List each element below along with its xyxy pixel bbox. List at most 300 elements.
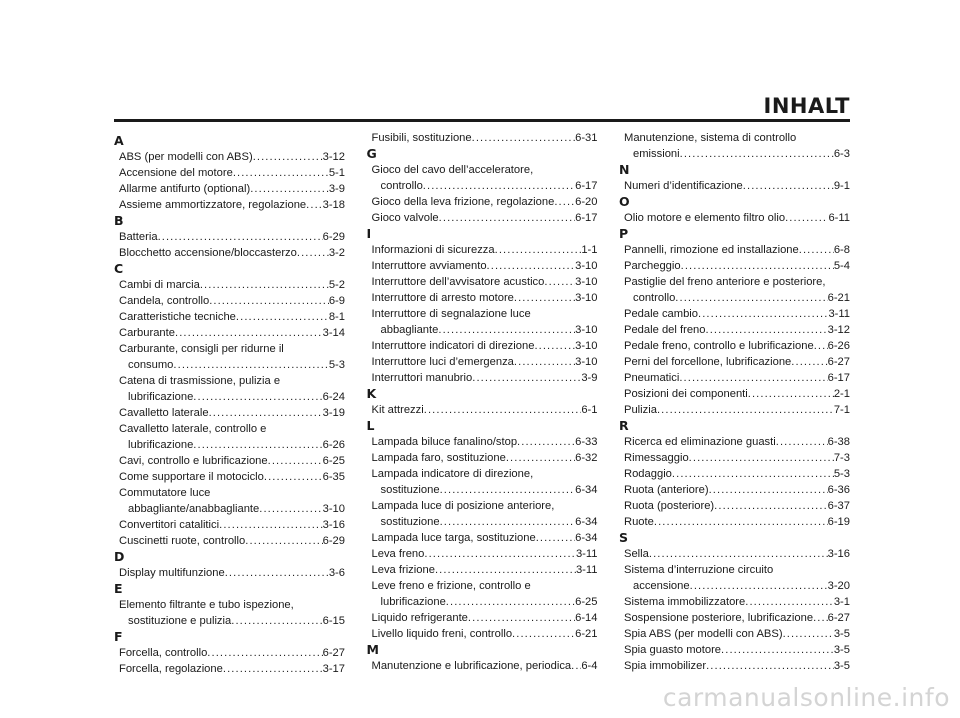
index-entry-text: Lampada luce targa, sostituzione xyxy=(371,532,536,544)
index-entry[interactable] xyxy=(619,338,850,354)
index-entry[interactable] xyxy=(619,210,850,226)
index-entry-continuation xyxy=(372,322,598,338)
index-entry[interactable] xyxy=(619,610,850,626)
index-entry-continuation xyxy=(624,146,850,162)
index-entry-text: lubrificazione xyxy=(128,391,194,403)
dot-leader xyxy=(690,578,828,594)
dot-leader xyxy=(200,277,329,293)
index-entry-page-number: 6-21 xyxy=(575,628,598,640)
index-entry-text: ABS (per modelli con ABS) xyxy=(119,151,253,163)
index-entry-text: sostituzione xyxy=(380,484,440,496)
index-entry-continuation xyxy=(119,437,345,453)
index-entry-page-number: 3-10 xyxy=(575,340,598,352)
index-entry-page-number: 3-10 xyxy=(575,356,598,368)
index-entry-page-number: 6-27 xyxy=(827,612,850,624)
index-entry-text: Ruote xyxy=(624,516,654,528)
index-entry-page-number: 6-24 xyxy=(322,391,345,403)
index-entry-page-number: 3-14 xyxy=(322,327,345,339)
index-entry-page-number: 5-2 xyxy=(328,279,345,291)
index-entry[interactable] xyxy=(619,546,850,562)
index-entry-text: Interruttore avviamento xyxy=(371,260,487,272)
index-entry[interactable] xyxy=(114,405,345,421)
index-entry-page-number: 5-4 xyxy=(833,260,850,272)
dot-leader xyxy=(468,610,575,626)
index-entry[interactable] xyxy=(367,274,598,290)
index-entry-text: Cavalletto laterale xyxy=(119,407,209,419)
index-entry-page-number: 6-4 xyxy=(581,660,598,672)
index-entry-text: consumo xyxy=(128,359,174,371)
dot-leader xyxy=(297,245,329,261)
index-entry-text: Ricerca ed eliminazione guasti xyxy=(624,436,776,448)
dot-leader xyxy=(799,242,834,258)
index-entry[interactable] xyxy=(367,610,598,626)
dot-leader xyxy=(173,357,328,373)
index-entry[interactable] xyxy=(114,517,345,533)
index-entry-page-number: 6-19 xyxy=(827,516,850,528)
dot-leader xyxy=(259,501,322,517)
index-entry-line xyxy=(624,242,850,258)
index-entry[interactable] xyxy=(367,306,598,338)
index-entry-page-number: 6-33 xyxy=(575,436,598,448)
index-entry-text: Spia immobilizer xyxy=(624,660,707,672)
index-entry-page-number: 6-29 xyxy=(322,535,345,547)
dot-leader xyxy=(245,533,322,549)
index-entry[interactable] xyxy=(619,514,850,530)
index-entry-line xyxy=(372,466,598,482)
dot-leader xyxy=(264,469,323,485)
index-entry-text: Accensione del motore xyxy=(119,167,233,179)
index-entry-page-number: 3-10 xyxy=(575,324,598,336)
index-entry-page-number: 3-9 xyxy=(328,183,345,195)
index-entry-text: lubrificazione xyxy=(128,439,194,451)
index-entry-page-number: 3-10 xyxy=(322,503,345,515)
index-entry-line xyxy=(119,309,345,325)
index-letter-heading: N xyxy=(619,162,630,177)
index-entry-line xyxy=(624,386,850,402)
dot-leader xyxy=(495,242,582,258)
index-entry-line xyxy=(624,402,850,418)
index-entry-text: Forcella, regolazione xyxy=(119,663,223,675)
index-letter-heading: S xyxy=(619,530,629,545)
index-entry[interactable] xyxy=(367,530,598,546)
dot-leader xyxy=(689,450,834,466)
index-entry-page-number: 3-11 xyxy=(575,564,598,576)
index-entry[interactable] xyxy=(367,498,598,530)
dot-leader xyxy=(158,229,323,245)
index-entry-text: Interruttore dell’avvisatore acustico xyxy=(371,276,545,288)
index-entry-text: Interruttore luci d’emergenza xyxy=(371,356,514,368)
index-entry[interactable] xyxy=(619,466,850,482)
index-entry-line xyxy=(624,642,850,658)
index-entry-text: abbagliante xyxy=(380,324,439,336)
index-entry-page-number: 3-10 xyxy=(575,292,598,304)
index-entry[interactable] xyxy=(367,450,598,466)
dot-leader xyxy=(514,290,575,306)
index-entry[interactable] xyxy=(619,370,850,386)
index-entry[interactable] xyxy=(619,402,850,418)
index-entry-page-number: 3-10 xyxy=(575,260,598,272)
index-entry[interactable] xyxy=(619,306,850,322)
dot-leader xyxy=(814,338,828,354)
index-entry-line xyxy=(372,370,598,386)
index-entry-continuation xyxy=(624,578,850,594)
index-entry-continuation xyxy=(372,514,598,530)
index-entry-page-number: 6-34 xyxy=(575,516,598,528)
index-entry[interactable] xyxy=(114,565,345,581)
index-entry[interactable] xyxy=(619,562,850,594)
dot-leader xyxy=(440,482,576,498)
index-entry-line xyxy=(624,626,850,642)
dot-leader xyxy=(435,562,576,578)
index-entry-text: Convertitori catalitici xyxy=(119,519,220,531)
index-entry[interactable] xyxy=(114,293,345,309)
index-entry-page-number: 3-6 xyxy=(328,567,345,579)
index-entry[interactable] xyxy=(367,194,598,210)
index-entry-continuation xyxy=(119,389,345,405)
index-entry[interactable] xyxy=(114,421,345,453)
index-column-1 xyxy=(114,133,345,677)
index-entry[interactable] xyxy=(619,258,850,274)
index-entry[interactable] xyxy=(619,242,850,258)
dot-leader xyxy=(219,517,322,533)
index-entry-text: Interruttori manubrio xyxy=(371,372,473,384)
index-entry[interactable] xyxy=(619,498,850,514)
index-entry-text: Interruttore di arresto motore xyxy=(371,292,514,304)
index-entry-line xyxy=(372,610,598,626)
index-entry-text: Carburante, consigli per ridurne il xyxy=(119,343,284,355)
index-entry-page-number: 3-1 xyxy=(833,596,850,608)
dot-leader xyxy=(438,322,575,338)
index-entry-text: Leva freno xyxy=(371,548,425,560)
index-entry-page-number: 6-35 xyxy=(322,471,345,483)
index-entry-page-number: 3-11 xyxy=(575,548,598,560)
index-entry[interactable] xyxy=(619,642,850,658)
index-entry[interactable] xyxy=(367,546,598,562)
dot-leader xyxy=(791,354,827,370)
index-entry-text: Sistema d’interruzione circuito xyxy=(624,564,774,576)
index-entry-line xyxy=(624,466,850,482)
index-entry-text: Lampada biluce fanalino/stop xyxy=(371,436,518,448)
index-entry-page-number: 3-18 xyxy=(322,199,345,211)
watermark: carmanualsonline.info xyxy=(662,683,950,712)
index-entry[interactable] xyxy=(367,210,598,226)
index-entry-page-number: 2-1 xyxy=(833,388,850,400)
index-entry-page-number: 6-17 xyxy=(575,180,598,192)
index-entry-line xyxy=(624,130,850,146)
index-entry[interactable] xyxy=(367,258,598,274)
index-entry-page-number: 1-1 xyxy=(581,244,598,256)
dot-leader xyxy=(705,322,827,338)
index-entry-line xyxy=(119,245,345,261)
index-letter-heading: M xyxy=(366,642,379,657)
index-entry[interactable] xyxy=(114,661,345,677)
index-entry-page-number: 9-1 xyxy=(833,180,850,192)
index-letter-heading: D xyxy=(114,549,125,564)
index-entry-text: Liquido refrigerante xyxy=(371,612,468,624)
index-column-3 xyxy=(619,130,850,677)
index-entry-text: Spia guasto motore xyxy=(624,644,722,656)
dot-leader xyxy=(512,626,575,642)
index-entry[interactable] xyxy=(114,149,345,165)
index-entry[interactable] xyxy=(114,309,345,325)
index-entry-line xyxy=(372,338,598,354)
dot-leader xyxy=(654,514,828,530)
index-entry-page-number: 5-3 xyxy=(328,359,345,371)
index-entry-line xyxy=(119,485,345,501)
index-entry[interactable] xyxy=(114,277,345,293)
dot-leader xyxy=(681,258,834,274)
index-entry[interactable] xyxy=(114,453,345,469)
index-entry-page-number: 6-26 xyxy=(322,439,345,451)
index-entry-line xyxy=(624,370,850,386)
index-entry-line xyxy=(624,562,850,578)
dot-leader xyxy=(514,354,575,370)
index-entry-page-number: 6-11 xyxy=(828,212,850,224)
index-entry-text: Pannelli, rimozione ed installazione xyxy=(624,244,799,256)
index-entry-page-number: 6-9 xyxy=(328,295,345,307)
index-entry[interactable] xyxy=(619,434,850,450)
dot-leader xyxy=(672,466,834,482)
index-entry[interactable] xyxy=(619,322,850,338)
index-entry-continuation xyxy=(372,482,598,498)
index-entry-page-number: 3-10 xyxy=(575,276,598,288)
dot-leader xyxy=(424,546,576,562)
index-entry-page-number: 3-12 xyxy=(322,151,345,163)
dot-leader xyxy=(236,309,329,325)
index-entry-text: Fusibili, sostituzione xyxy=(371,132,472,144)
index-entry-line xyxy=(119,597,345,613)
dot-leader xyxy=(536,530,575,546)
index-entry-page-number: 6-37 xyxy=(827,500,850,512)
index-entry-text: Numeri d’identificazione xyxy=(624,180,743,192)
index-entry-text: Interruttore indicatori di direzione xyxy=(371,340,535,352)
index-entry-line xyxy=(372,402,598,418)
dot-leader xyxy=(714,498,827,514)
index-entry-text: emissioni xyxy=(633,148,680,160)
index-entry-line xyxy=(119,469,345,485)
index-entry[interactable] xyxy=(114,245,345,261)
index-entry-line xyxy=(372,434,598,450)
index-entry[interactable] xyxy=(367,130,598,146)
index-letter-heading: I xyxy=(366,226,372,241)
index-entry[interactable] xyxy=(367,434,598,450)
dot-leader xyxy=(785,210,828,226)
index-entry-line xyxy=(372,162,598,178)
index-entry-page-number: 3-9 xyxy=(581,372,598,384)
index-entry[interactable] xyxy=(619,178,850,194)
index-entry[interactable] xyxy=(367,402,598,418)
index-entry-text: Leve freno e frizione, controllo e xyxy=(371,580,531,592)
index-entry-page-number: 6-34 xyxy=(575,532,598,544)
index-entry[interactable] xyxy=(367,658,598,674)
index-entry-text: Kit attrezzi xyxy=(371,404,424,416)
index-entry-page-number: 3-5 xyxy=(833,628,850,640)
index-entry-page-number: 3-20 xyxy=(827,580,850,592)
dot-leader xyxy=(679,370,827,386)
dot-leader xyxy=(253,149,323,165)
index-entry-page-number: 6-21 xyxy=(827,292,850,304)
index-entry-text: Ruota (posteriore) xyxy=(624,500,715,512)
index-entry-line xyxy=(372,274,598,290)
dot-leader xyxy=(745,594,834,610)
index-entry[interactable] xyxy=(619,130,850,162)
index-entry[interactable] xyxy=(114,341,345,373)
index-entry-text: Cavi, controllo e lubrificazione xyxy=(119,455,268,467)
index-entry[interactable] xyxy=(367,626,598,642)
index-entry[interactable] xyxy=(367,338,598,354)
index-entry-text: Candela, controllo xyxy=(119,295,210,307)
index-entry[interactable] xyxy=(114,469,345,485)
index-entry-line xyxy=(624,354,850,370)
dot-leader xyxy=(424,402,582,418)
dot-leader xyxy=(534,338,575,354)
index-entry-text: Gioco della leva frizione, regolazione xyxy=(371,196,555,208)
index-entry-page-number: 6-8 xyxy=(833,244,850,256)
index-entry[interactable] xyxy=(367,162,598,194)
index-entry[interactable] xyxy=(367,354,598,370)
index-entry-page-number: 6-17 xyxy=(827,372,850,384)
index-entry-page-number: 3-17 xyxy=(322,663,345,675)
index-entry-line xyxy=(372,562,598,578)
index-entry-line xyxy=(372,498,598,514)
index-entry-line xyxy=(119,373,345,389)
index-entry[interactable] xyxy=(367,466,598,498)
index-entry-text: Sospensione posteriore, lubrificazione xyxy=(624,612,814,624)
index-entry-text: Gioco valvole xyxy=(371,212,439,224)
index-entry[interactable] xyxy=(367,290,598,306)
index-entry[interactable] xyxy=(367,578,598,610)
index-entry-page-number: 3-5 xyxy=(833,660,850,672)
index-entry-line xyxy=(119,565,345,581)
index-entry[interactable] xyxy=(619,354,850,370)
index-entry-page-number: 6-32 xyxy=(575,452,598,464)
index-entry-line xyxy=(624,482,850,498)
index-entry[interactable] xyxy=(114,165,345,181)
dot-leader xyxy=(554,194,575,210)
index-entry-line xyxy=(372,354,598,370)
dot-leader xyxy=(223,661,323,677)
dot-leader xyxy=(472,130,575,146)
index-entry-continuation xyxy=(624,290,850,306)
index-entry[interactable] xyxy=(619,386,850,402)
index-entry-text: Display multifunzione xyxy=(119,567,225,579)
index-entry-line xyxy=(372,290,598,306)
index-entry-text: Pedale cambio xyxy=(624,308,699,320)
index-entry[interactable] xyxy=(619,658,850,674)
index-entry-line xyxy=(119,645,345,661)
index-entry-text: controllo xyxy=(633,292,676,304)
index-entry-line xyxy=(372,258,598,274)
index-entry[interactable] xyxy=(367,562,598,578)
index-entry-page-number: 3-2 xyxy=(328,247,345,259)
index-entry-line xyxy=(372,450,598,466)
index-entry-line xyxy=(372,194,598,210)
index-entry-text: Gioco del cavo dell’acceleratore, xyxy=(371,164,534,176)
index-entry-line xyxy=(119,181,345,197)
index-entry-text: Batteria xyxy=(119,231,158,243)
index-entry[interactable] xyxy=(114,597,345,629)
dot-leader xyxy=(813,610,828,626)
index-entry-text: Olio motore e elemento filtro olio xyxy=(624,212,786,224)
index-entry[interactable] xyxy=(114,325,345,341)
page-title: INHALT xyxy=(763,94,850,118)
index-entry[interactable] xyxy=(114,645,345,661)
index-entry-line xyxy=(624,274,850,290)
dot-leader xyxy=(193,389,322,405)
index-entry-text: Manutenzione, sistema di controllo xyxy=(624,132,797,144)
index-entry-page-number: 6-27 xyxy=(827,356,850,368)
index-entry-line xyxy=(624,434,850,450)
index-entry-text: Carburante xyxy=(119,327,175,339)
index-entry-text: Lampada faro, sostituzione xyxy=(371,452,506,464)
index-entry[interactable] xyxy=(619,450,850,466)
index-entry[interactable] xyxy=(619,626,850,642)
index-entry-text: Cuscinetti ruote, controllo xyxy=(119,535,246,547)
index-entry-text: Elemento filtrante e tubo ispezione, xyxy=(119,599,294,611)
dot-leader xyxy=(748,386,834,402)
index-entry-text: Pedale del freno xyxy=(624,324,706,336)
index-entry[interactable] xyxy=(114,533,345,549)
index-entry-page-number: 5-3 xyxy=(833,468,850,480)
index-entry-continuation xyxy=(119,613,345,629)
dot-leader xyxy=(783,626,834,642)
index-entry-text: controllo xyxy=(380,180,423,192)
index-entry-text: Commutatore luce xyxy=(119,487,211,499)
index-entry[interactable] xyxy=(367,370,598,386)
index-entry[interactable] xyxy=(114,181,345,197)
index-entry-text: Perni del forcellone, lubrificazione xyxy=(624,356,792,368)
index-entry-page-number: 3-19 xyxy=(322,407,345,419)
index-letter-heading: B xyxy=(114,213,124,228)
index-entry-line xyxy=(372,658,598,674)
index-entry-text: Leva frizione xyxy=(371,564,435,576)
index-entry-text: Posizioni dei componenti xyxy=(624,388,748,400)
dot-leader xyxy=(231,613,322,629)
index-entry[interactable] xyxy=(619,594,850,610)
index-entry-text: Cavalletto laterale, controllo e xyxy=(119,423,267,435)
index-entry-line xyxy=(624,610,850,626)
index-entry-page-number: 6-26 xyxy=(827,340,850,352)
index-entry[interactable] xyxy=(367,242,598,258)
index-entry-line xyxy=(119,149,345,165)
index-entry-line xyxy=(119,453,345,469)
index-entry-page-number: 6-3 xyxy=(833,148,850,160)
index-entry-text: Livello liquido freni, controllo xyxy=(371,628,513,640)
index-column-2 xyxy=(367,130,598,677)
dot-leader xyxy=(675,290,827,306)
index-entry[interactable] xyxy=(619,482,850,498)
index-letter-heading: C xyxy=(114,261,124,276)
index-entry-line xyxy=(372,242,598,258)
index-entry-text: Sistema immobilizzatore xyxy=(624,596,746,608)
index-entry[interactable] xyxy=(114,373,345,405)
dot-leader xyxy=(225,565,329,581)
index-entry[interactable] xyxy=(114,485,345,517)
index-entry[interactable] xyxy=(114,197,345,213)
index-entry[interactable] xyxy=(619,274,850,306)
index-entry[interactable] xyxy=(114,229,345,245)
index-entry-page-number: 8-1 xyxy=(328,311,345,323)
dot-leader xyxy=(571,658,581,674)
index-entry-page-number: 6-29 xyxy=(322,231,345,243)
index-entry-continuation xyxy=(372,594,598,610)
index-entry-page-number: 6-14 xyxy=(575,612,598,624)
index-entry-text: Pedale freno, controllo e lubrificazione xyxy=(624,340,814,352)
index-entry-text: abbagliante/anabbagliante xyxy=(128,503,260,515)
index-entry-page-number: 6-17 xyxy=(575,212,598,224)
index-entry-page-number: 6-25 xyxy=(575,596,598,608)
index-entry-line xyxy=(624,658,850,674)
